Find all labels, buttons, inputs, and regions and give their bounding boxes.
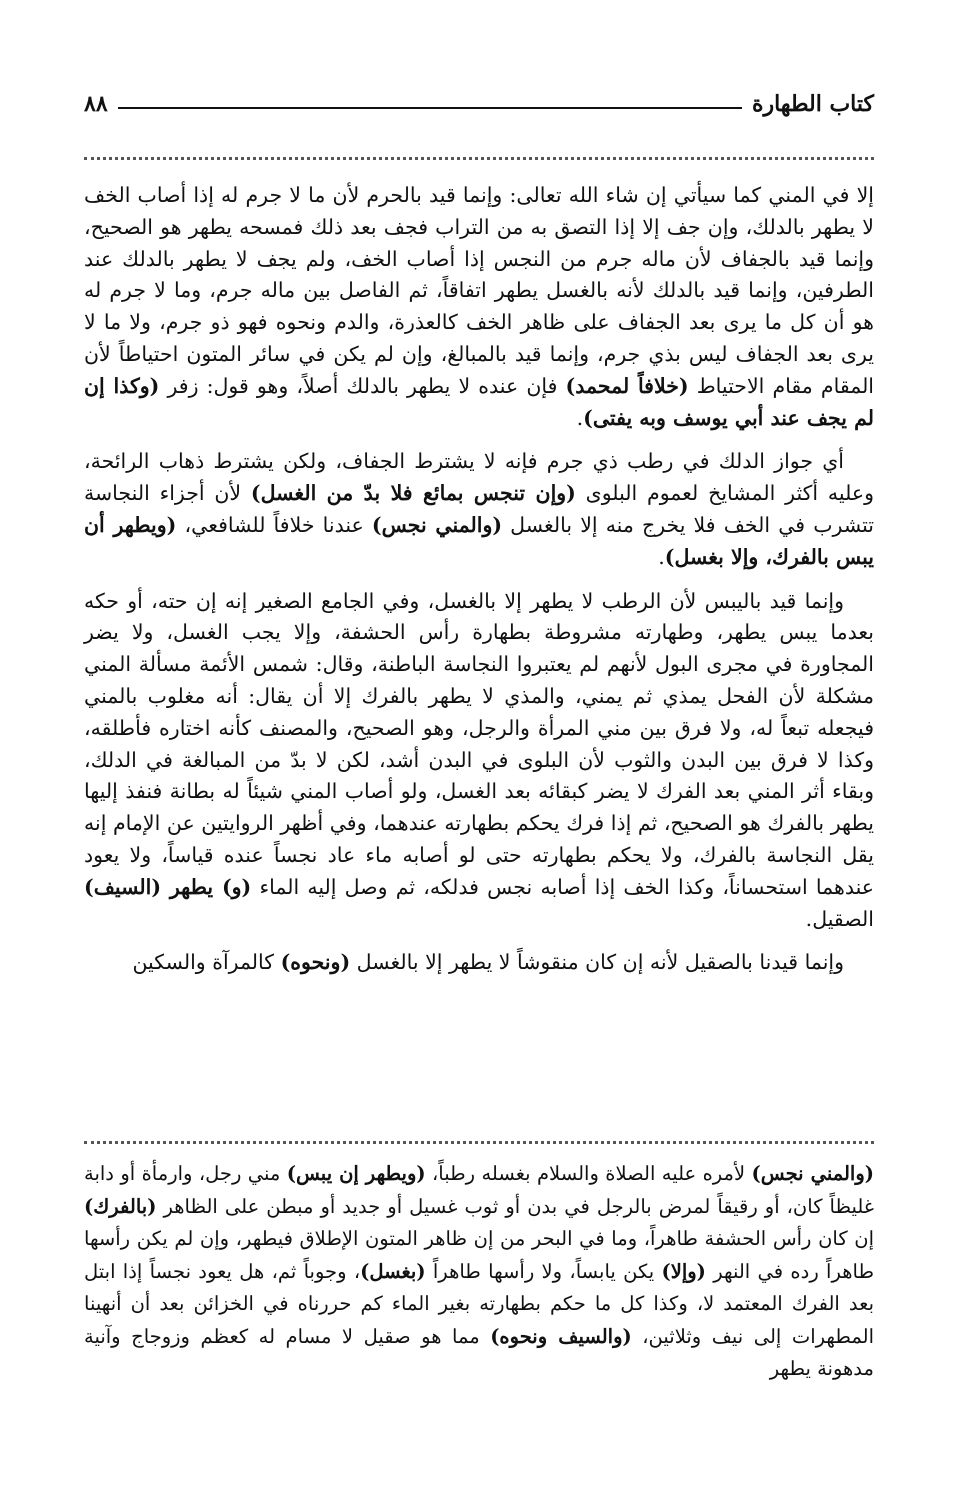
main-text xyxy=(84,180,874,991)
book-title: كتاب الطهارة xyxy=(751,91,874,117)
footnote-text xyxy=(84,1158,874,1386)
paragraph-4: وإنما قيدنا بالصقيل لأنه إن كان منقوشاً لا يطهر إلا بالغسل (ونحوه) كالمرآة والسكين xyxy=(132,950,844,975)
page-header xyxy=(84,82,874,126)
header-rule xyxy=(118,107,742,109)
paragraph-1: إلا في المني كما سيأتي إن شاء الله تعالى: وإنما قيد بالحرم لأن ما لا جرم له إذا أصاب الخف لا يطهر بالدلك، وإن جف إلا إذا التصق به من التراب فجف بعد ذلك فمسحه يطهر هو الصحيح، وإنما قيد بالجفاف لأن ماله جرم من النجس إذا أصاب الخف، ولم يجف لا يطهر بالدلك عند الطرفين، وإنما قيد بالدلك لأنه بالغسل يطهر اتفاقاً، ثم الفاصل بين ماله جرم، وما لا جرم له هو أن كل ما يرى بعد الجفاف على ظاهر الخف كالعذرة، والدم ونحوه فهو ذو جرم، ولا ما لا يرى بعد الجفاف ليس بذي جرم، وإنما قيد بالمبالغ، وإن لم يكن في سائر المتون احتياطاً لأن المقام مقام الاحتياط (خلافاً لمحمد) فإن عنده لا يطهر بالدلك أصلاً، وهو قول: زفر (وكذا إن لم يجف عند أبي يوسف وبه يفتى). xyxy=(84,183,875,430)
paragraph-3: وإنما قيد باليبس لأن الرطب لا يطهر إلا بالغسل، وفي الجامع الصغير إنه إن حته، أو حكه بعدما يبس يطهر، وطهارته مشروطة بطهارة رأس الحشفة، وإلا يجب الغسل، ولا يضر المجاورة في مجرى البول لأنهم لم يعتبروا النجاسة الباطنة، وقال: شمس الأئمة مسألة المني مشكلة لأن الفحل يمذي ثم يمني، والمذي لا يطهر بالفرك إلا أن يقال: أنه مغلوب بالمني فيجعله تبعاً له، ولا فرق بين مني المرأة والرجل، وهو الصحيح، والمصنف كأنه اختاره فأطلقه، وكذا لا فرق بين البدن والثوب لأن البلوى في البدن أشد، لكن لا بدّ من المبالغة في الدلك، وبقاء أثر المني بعد الفرك لا يضر كبقائه بعد الغسل، ولو أصاب المني شيئاً له بطانة فنفذ إليها يطهر بالفرك هو الصحيح، ثم إذا فرك يحكم بطهارته عندهما، وفي أظهر الروايتين عن الإمام إنه يقل النجاسة بالفرك، ولا يحكم بطهارته حتى لو أصابه ماء عاد نجساً عنده قياساً، ولا يعود عندهما استحساناً، وكذا الخف إذا أصابه نجس فدلكه، ثم وصل إليه الماء (و) يطهر (السيف) الصقيل. xyxy=(84,588,874,931)
footnote-paragraph: (والمني نجس) لأمره عليه الصلاة والسلام بغسله رطباً، (ويطهر إن يبس) مني رجل، وارمأة أو دابة غليظاً كان، أو رقيقاً لمرض بالرجل في بدن أو ثوب غسيل أو جديد أو مبطن على الظاهر (بالفرك) إن كان رأس الحشفة طاهراً، وما في البحر من إن ظاهر المتون الإطلاق فيطهر، وإن لم يكن رأسها طاهراً رده في النهر (وإلا) يكن يابساً، ولا رأسها طاهراً (بغسل)، وجوباً ثم، هل يعود نجساً إذا ابتل بعد الفرك المعتمد لا، وكذا كل ما حكم بطهارته بغير الماء كم حررناه في الخزائن بعد أن أنهينا المطهرات إلى نيف وثلاثين، (والسيف ونحوه) مما هو صقيل لا مسام له كعظم وزوجاج وآنية مدهونة يطهر xyxy=(84,1162,874,1380)
paragraph-2: أي جواز الدلك في رطب ذي جرم فإنه لا يشترط الجفاف، ولكن يشترط ذهاب الرائحة، وعليه أكثر المشايخ لعموم البلوى (وإن تنجس بمائع فلا بدّ من الغسل) لأن أجزاء النجاسة تتشرب في الخف فلا يخرج منه إلا بالغسل (والمني نجس) عندنا خلافاً للشافعي، (ويطهر أن يبس بالفرك، وإلا بغسل). xyxy=(84,449,874,569)
top-dotted-separator xyxy=(84,157,874,160)
footnote-dotted-separator xyxy=(84,1141,874,1144)
page-number: ٨٨ xyxy=(84,91,108,117)
